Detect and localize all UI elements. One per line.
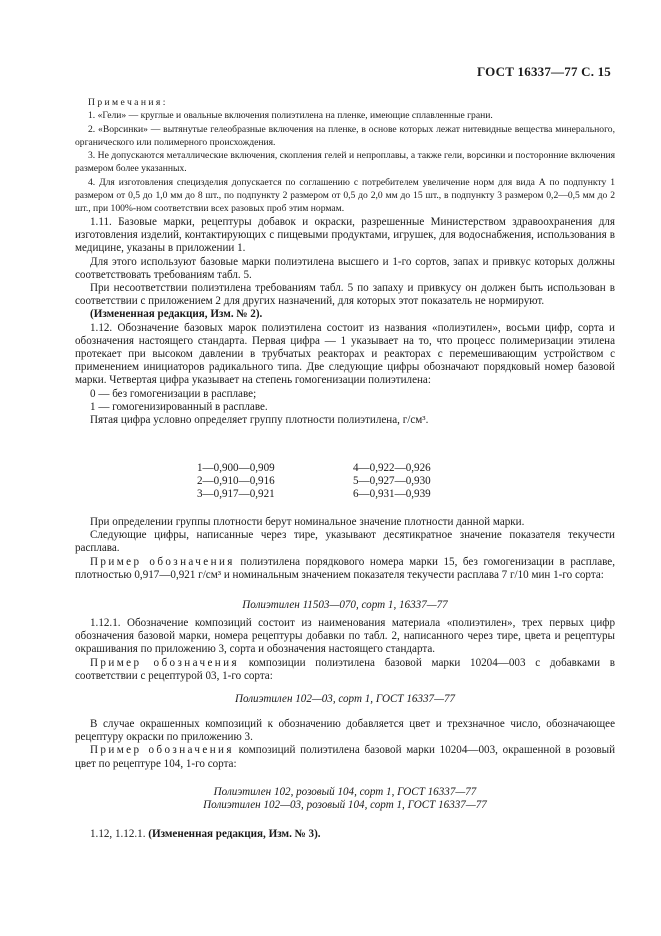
paragraph-mismatch: При несоответствии полиэтилена требованиям табл. 5 по запаху и привкусу он должен быть использован в соответствии с приложением 2 для других назначений, для которых этот показатель не нормируют. xyxy=(75,282,615,308)
edit-note-2: (Измененная редакция, Изм. № 2). xyxy=(90,308,263,321)
density-cell: 3—0,917—0,921 xyxy=(197,488,275,501)
notes-heading: Примечания: xyxy=(88,97,168,108)
main-text-2 xyxy=(75,516,615,582)
example-1 xyxy=(75,556,615,582)
homogenization-0: 0 — без гомогенизации в расплаве; xyxy=(90,387,257,400)
notes-block xyxy=(75,96,615,216)
note-2: 2. «Ворсинки» — вытянутые гелеобразные включения на пленке, в основе которых лежат нитевидные вещества минерального, органического или полимерного происхождения. xyxy=(75,123,615,148)
density-cell: 5—0,927—0,930 xyxy=(353,475,431,488)
density-cell: 4—0,922—0,926 xyxy=(353,462,431,474)
example-3-text: композиций полиэтилена базовой марки 10204—003, окрашенной в розовый цвет по рецептуре 104, 1-го сорта: xyxy=(75,744,616,770)
note-4: 4. Для изготовления специзделия допускается по соглашению с потребителем увеличение норм для вида А по подпункту 1 размером от 0,5 до 1,0 мм до 8 шт., по подпункту 2 размером от 0,5 до 2,0 мм до 15 шт., в подпункту 3 размером 0,2—0,5 мм до 2 шт., при 100%-ном соответствии всех разовых проб этим нормам. xyxy=(75,176,615,215)
example-2-text: композиции полиэтилена базовой марки 10204—003 с добавками в соответствии с рецептурой 03, 1-го сорта: xyxy=(75,656,616,682)
example-2 xyxy=(75,657,615,683)
example-3-label: Пример обозначения xyxy=(90,744,234,757)
note-1: 1. «Гели» — круглые и овальные включения полиэтилена на пленке, имеющие сплавленные грани. xyxy=(88,110,493,122)
density-row xyxy=(197,462,517,475)
example-1-formula: Полиэтилен 11503—070, сорт 1, 16337—77 xyxy=(242,599,448,611)
example-1-text: полиэтилена порядкового номера марки 15, без гомогенизации в расплаве, плотностью 0,917—0,921 г/см³ и номинальным значением показателя текучести расплава 7 г/10 мин 1-го сорта: xyxy=(75,555,616,581)
example-3-formula-1: Полиэтилен 102, розовый 104, сорт 1, ГОСТ 16337—77 xyxy=(213,786,477,798)
density-table xyxy=(197,462,517,502)
note-3: 3. Не допускаются металлические включения, скопления гелей и непроплавы, а также гели, ворсинки и посторонние включения размером более указанных. xyxy=(75,150,615,175)
density-row xyxy=(197,488,517,501)
main-text-1 xyxy=(75,216,615,427)
example-2-label: Пример обозначения xyxy=(90,656,239,669)
clause-1-11: 1.11. Базовые марки, рецептуры добавок и окраски, разрешенные Министерством здравоохранения для изготовления изделий, контактирующих с пищевыми продуктами, игрушек, для водоснабжения, использования в медицине, указаны в приложении 1. xyxy=(75,216,615,255)
paragraph-grades: Для этого используют базовые марки полиэтилена высшего и 1-го сортов, запах и привкус которых должны соответствовать требованиям табл. 5. xyxy=(75,255,615,281)
clause-1-12: 1.12. Обозначение базовых марок полиэтилена состоит из названия «полиэтилен», восьми цифр, сорта и обозначения настоящего стандарта. Первая цифра — 1 указывает на то, что процесс полимеризации этилена протекает при высоком давлении в трубчатых реакторах и реакторах с перемешивающим устройством с применением инициаторов радикального типа. Две следующие цифры обозначают порядковый номер базовой марки. Четвертая цифра указывает на степень гомогенизации полиэтилена: xyxy=(75,321,615,387)
main-text-3 xyxy=(75,617,615,683)
paragraph-colored: В случае окрашенных композиций к обозначению добавляется цвет и трехзначное число, обозначающее рецептуру окраски по приложению 3. xyxy=(75,718,615,744)
density-cell: 6—0,931—0,939 xyxy=(353,488,431,501)
homogenization-1: 1 — гомогенизированный в расплаве. xyxy=(90,400,268,413)
final-edit-line xyxy=(75,828,615,841)
density-cell: 1—0,900—0,909 xyxy=(197,462,275,474)
page-header: ГОСТ 16337—77 С. 15 xyxy=(477,64,611,79)
example-3-formula-2: Полиэтилен 102—03, розовый 104, сорт 1, ГОСТ 16337—77 xyxy=(203,799,487,811)
paragraph-density: При определении группы плотности берут номинальное значение плотности данной марки. xyxy=(90,516,525,528)
paragraph-next-digits: Следующие цифры, написанные через тире, указывают десятикратное значение показателя текучести расплава. xyxy=(75,529,615,555)
final-note xyxy=(75,828,615,841)
fifth-digit-text: Пятая цифра условно определяет группу плотности полиэтилена, г/см³. xyxy=(90,414,429,427)
example-3 xyxy=(75,744,615,770)
clause-1-12-1: 1.12.1. Обозначение композиций состоит из наименования материала «полиэтилен», трех первых цифр обозначения базовой марки, номера рецептуры добавки по табл. 2, написанного через тире, цвета и рецептуры окрашивания по приложению 3, сорта и обозначения настоящего стандарта. xyxy=(75,617,615,656)
density-row xyxy=(197,475,517,488)
final-ref: 1.12, 1.12.1. xyxy=(90,828,149,840)
edit-note-3: (Измененная редакция, Изм. № 3). xyxy=(148,828,321,840)
example-1-label: Пример обозначения xyxy=(90,555,235,568)
main-text-4 xyxy=(75,718,615,771)
density-cell: 2—0,910—0,916 xyxy=(197,475,275,488)
example-2-formula: Полиэтилен 102—03, сорт 1, ГОСТ 16337—77 xyxy=(234,693,456,705)
